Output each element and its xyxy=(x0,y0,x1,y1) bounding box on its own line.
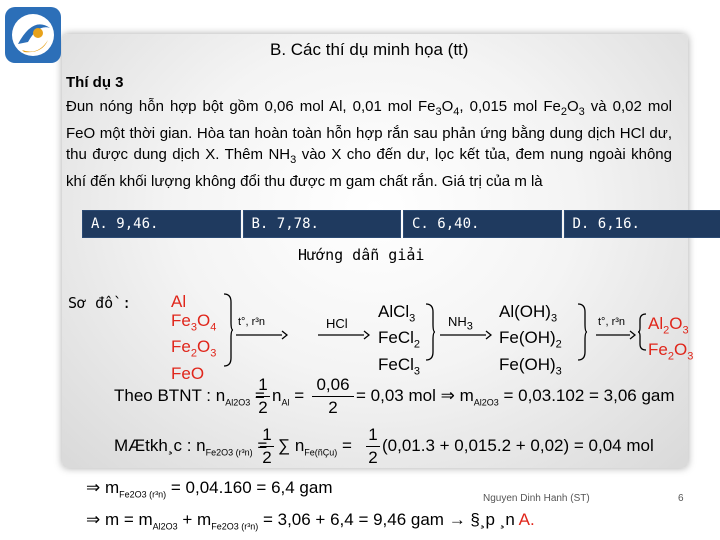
eq1-frac2: 0,06 2 xyxy=(312,374,354,419)
equation-final: ⇒ $m = m_{Al2O3} + m_{Fe2O3 (r^3n)} = 3,06 + 6,4 = 9,46$ gam → §¸p ¸n A. xyxy=(86,510,535,532)
answer-options xyxy=(82,210,720,238)
final-answer: A. xyxy=(518,510,535,529)
eq1-result: = 0,03 mol ⇒ $m_{Al2O3} = 0,03.102 = 3,06$ gam xyxy=(356,386,675,408)
scheme-final-species: $Al_2O_3$ $Fe_2O_3$ xyxy=(648,314,694,363)
eq2-tail: (0,01.3 + 0,015.2 + 0,02) = 0,04 mol xyxy=(382,436,654,455)
page-title: B. Các thí dụ minh họa (tt) xyxy=(270,40,469,59)
footer-author: Nguyen Dinh Hanh (ST) xyxy=(483,493,590,504)
equation-mat-khac: MÆtkh¸c : $n_{Fe2O3 (r^3n)}$ = xyxy=(114,436,268,458)
eq2-sum: ∑ $n_{Fe(ñÇu)}$ = xyxy=(278,436,352,458)
scheme-label: Sơ đồ : xyxy=(68,294,132,312)
eq2-frac2: 1 2 xyxy=(366,424,380,469)
eq2-frac1: 1 2 xyxy=(260,424,274,469)
arrow4-label: t°, r³n xyxy=(598,316,626,328)
answer-b[interactable]: B. 7,78. xyxy=(243,210,402,238)
scheme-right-species: $Al(OH)_3$ $Fe(OH)_2$ $Fe(OH)_3$ xyxy=(499,302,562,378)
arrow2-label: HCl xyxy=(326,316,348,331)
scheme-mid-species: AlCl$_3$ FeCl$_2$ FeCl$_3$ xyxy=(378,302,421,378)
species-fe3o4: $Fe_3O_4$ xyxy=(171,311,217,334)
arrow4-icon xyxy=(596,330,636,340)
answer-a[interactable]: A. 9,46. xyxy=(82,210,241,238)
final-brace-icon xyxy=(638,312,648,352)
scheme-left-species xyxy=(171,292,216,383)
answer-c[interactable]: C. 6,40. xyxy=(403,210,562,238)
equation-btnt: Theo BTNT : $n_{Al2O3}$ = xyxy=(114,386,265,408)
mid-brace-icon xyxy=(424,302,436,362)
species-al: Al xyxy=(171,292,187,311)
arrow3-label: $NH_3$ xyxy=(448,314,473,333)
left-brace-icon xyxy=(222,292,234,368)
arrow3-icon xyxy=(440,330,492,340)
right-brace-icon xyxy=(576,302,588,362)
species-feo: FeO xyxy=(171,363,205,383)
arrow1-label: t°, r³n xyxy=(238,316,266,328)
equation-m-fe2o3: ⇒ $m_{Fe2O3 (r^3n)} = 0,04.160 = 6,4$ gam xyxy=(86,478,333,500)
arrow2-icon xyxy=(318,330,370,340)
eq1-n-al: $n_{Al}$ = xyxy=(272,386,305,408)
example-label: Thí dụ 3 xyxy=(66,74,124,91)
guide-heading: Hướng dẫn giải xyxy=(298,246,425,264)
eq1-frac1: 1 2 xyxy=(256,374,270,419)
answer-d[interactable]: D. 6,16. xyxy=(564,210,720,238)
logo-icon xyxy=(4,6,62,64)
species-fe2o3: $Fe_2O_3$ xyxy=(171,337,217,360)
problem-text: Đun nóng hỗn hợp bột gồm 0,06 mol Al, 0,01 mol $Fe_3O_4$, 0,015 mol $Fe_2O_3$ và 0,02 mol FeO một thời gian. Hòa tan hoàn toàn hỗn hợp rắn sau phản ứng bằng dung dịch HCl dư, thu được dung dịch X. Thêm $NH_3$ vào X cho đến dư, lọc kết tủa, đem nung ngoài không khí đến khối lượng không đổi thu được m gam chất rắn. Giá trị của m là xyxy=(66,98,673,190)
page-number: 6 xyxy=(678,493,684,504)
arrow1-icon xyxy=(236,330,288,340)
